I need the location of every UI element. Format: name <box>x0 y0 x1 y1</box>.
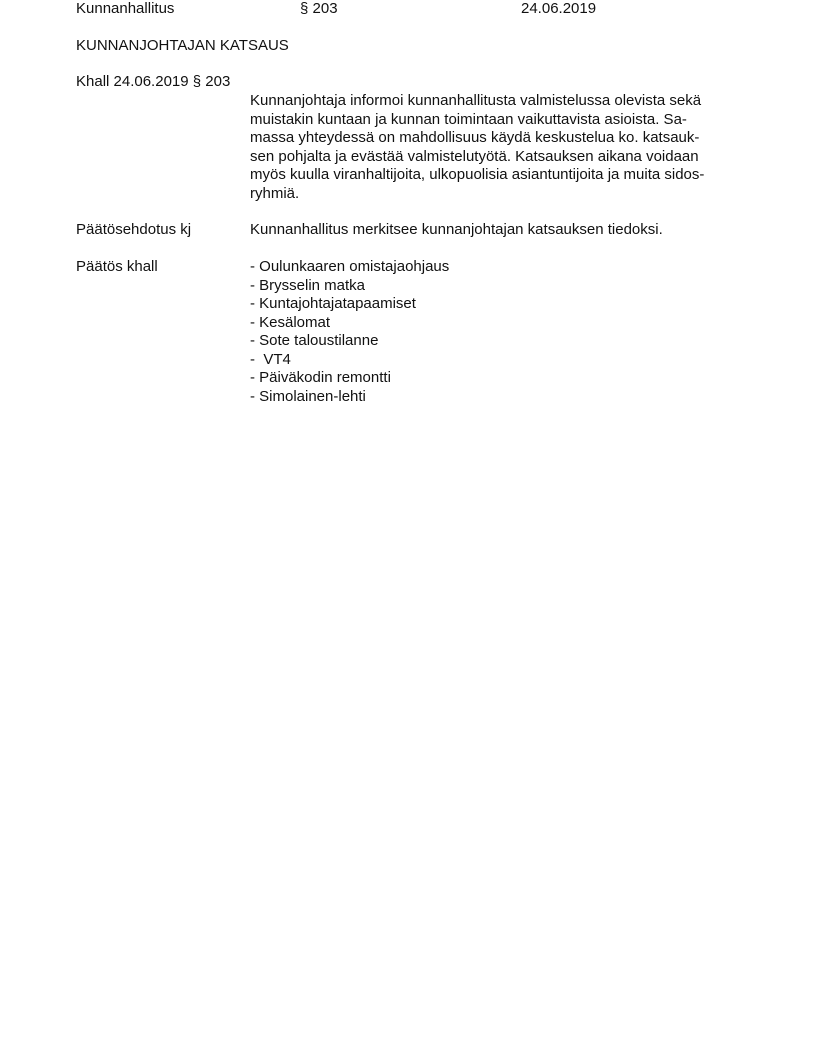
description-line: Kunnanjohtaja informoi kunnanhallitusta valmistelussa olevista sekä <box>250 92 702 109</box>
description-line: myös kuulla viranhaltijoita, ulkopuolisia asiantuntijoita ja muita sidos- <box>250 166 705 184</box>
header-date: 24.06.2019 <box>521 0 597 17</box>
decision-item: - Kuntajohtajatapaamiset <box>250 295 416 312</box>
header-organ: Kunnanhallitus <box>76 0 175 17</box>
decision-item: - Kesälomat <box>250 313 331 331</box>
proposal-text: Kunnanhallitus merkitsee kunnanjohtajan katsauksen tiedoksi. <box>250 221 663 238</box>
header-section-number: § 203 <box>300 0 338 17</box>
description-line: ryhmiä. <box>250 184 300 202</box>
description-paragraph <box>250 92 740 204</box>
proposal-label: Päätösehdotus kj <box>76 221 192 238</box>
meeting-reference: Khall 24.06.2019 § 203 <box>76 73 231 90</box>
description-line: massa yhteydessä on mahdollisuus käydä keskustelua ko. katsauk- <box>250 129 700 147</box>
description-line: muistakin kuntaan ja kunnan toimintaan vaikuttavista asioista. Sa- <box>250 110 687 128</box>
decision-item: - Päiväkodin remontti <box>250 369 391 386</box>
decision-label: Päätös khall <box>76 258 158 275</box>
decision-list <box>250 258 449 406</box>
decision-item: - Brysselin matka <box>250 276 366 294</box>
decision-item: - Simolainen-lehti <box>250 387 366 405</box>
page-title: KUNNANJOHTAJAN KATSAUS <box>76 37 289 54</box>
decision-item: - VT4 <box>250 350 291 368</box>
description-line: sen pohjalta ja evästää valmistelutyötä. Katsauksen aikana voidaan <box>250 147 699 165</box>
decision-item: - Sote taloustilanne <box>250 332 379 349</box>
decision-item: - Oulunkaaren omistajaohjaus <box>250 258 450 275</box>
